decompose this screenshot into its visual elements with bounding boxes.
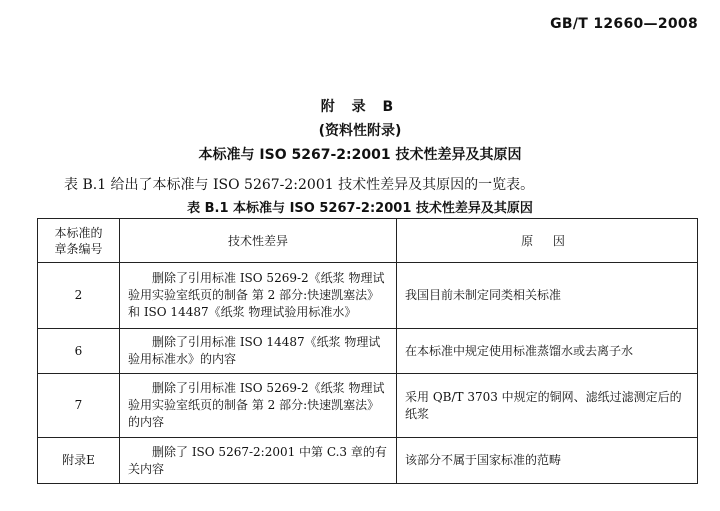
difference-cell bbox=[120, 374, 397, 438]
differences-table bbox=[37, 218, 698, 484]
difference-text: 删除了引用标准 ISO 14487《纸浆 物理试验用标准水》的内容 bbox=[128, 335, 381, 366]
table-caption: 表 B.1 本标准与 ISO 5267-2:2001 技术性差异及其原因 bbox=[187, 201, 533, 216]
table-row bbox=[38, 329, 698, 374]
difference-cell bbox=[120, 329, 397, 374]
difference-text: 删除了引用标准 ISO 5269-2《纸浆 物理试验用实验室纸页的制备 第 2 部分:快速凯塞法》的内容 bbox=[128, 381, 385, 429]
difference-cell bbox=[120, 438, 397, 484]
appendix-kind: (资料性附录) bbox=[318, 123, 402, 139]
intro-paragraph: 表 B.1 给出了本标准与 ISO 5267-2:2001 技术性差异及其原因的一览表。 bbox=[64, 177, 535, 193]
appendix-title: 本标准与 ISO 5267-2:2001 技术性差异及其原因 bbox=[198, 147, 522, 163]
reason-cell: 我国目前未制定同类相关标准 bbox=[397, 263, 698, 329]
reason-cell: 该部分不属于国家标准的范畴 bbox=[397, 438, 698, 484]
standard-number: GB/T 12660—2008 bbox=[550, 16, 698, 32]
table-row bbox=[38, 438, 698, 484]
difference-text: 删除了 ISO 5267-2:2001 中第 C.3 章的有关内容 bbox=[128, 444, 387, 476]
clause-cell: 6 bbox=[38, 329, 120, 374]
column-header-clause: 本标准的 章条编号 bbox=[38, 219, 120, 263]
appendix-label: 附 录 B bbox=[320, 99, 400, 115]
reason-cell: 采用 QB/T 3703 中规定的铜网、滤纸过滤测定后的纸浆 bbox=[397, 374, 698, 438]
clause-cell: 2 bbox=[38, 263, 120, 329]
table-header-row bbox=[38, 219, 698, 263]
reason-cell: 在本标准中规定使用标准蒸馏水或去离子水 bbox=[397, 329, 698, 374]
column-header-reason: 原 因 bbox=[397, 219, 698, 263]
clause-cell: 附录E bbox=[38, 438, 120, 484]
table-row bbox=[38, 263, 698, 329]
difference-cell bbox=[120, 263, 397, 329]
clause-cell: 7 bbox=[38, 374, 120, 438]
column-header-difference: 技术性差异 bbox=[120, 219, 397, 263]
table-row bbox=[38, 374, 698, 438]
difference-text: 删除了引用标准 ISO 5269-2《纸浆 物理试验用实验室纸页的制备 第 2 部分:快速凯塞法》和 ISO 14487《纸浆 物理试验用标准水》 bbox=[128, 271, 385, 319]
